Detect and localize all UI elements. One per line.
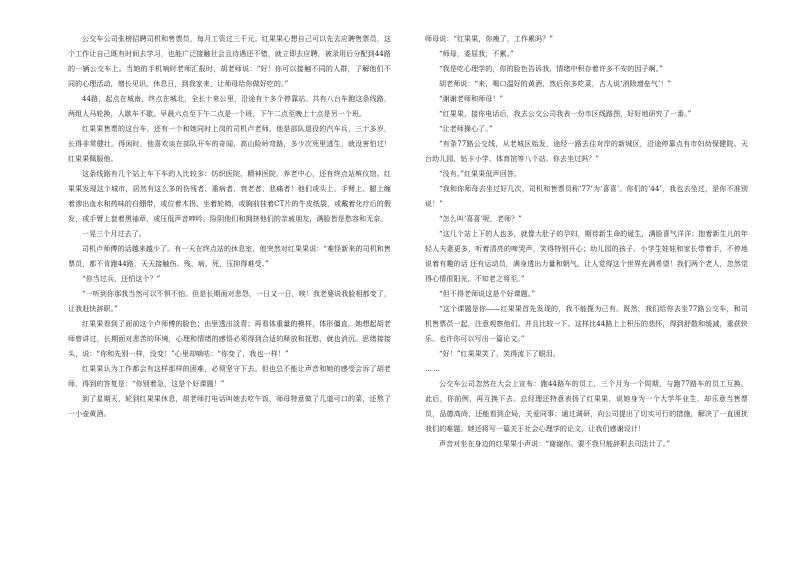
paragraph: “让老师操心了。” bbox=[439, 125, 493, 133]
paragraph: “有条77路公交线，从老城区始发，途经一路去往对岸的新城区，沿途停靠点有市妇幼保健院、天台幼儿园、钻卡小学、体育馆等八个站。你去坐过吗？” bbox=[425, 140, 748, 163]
paragraph: 红果果认为工作都会有这样那样的困难，必须坚守下去。但也总不能让声音和她的感受会诉了胡老师，得到的答复是：“你别着急，这是个好课题！” bbox=[68, 365, 391, 388]
paragraph: 一晃三个月过去了。 bbox=[82, 230, 146, 238]
paragraph: 声音对坐在身边的红果果小声说：“谢谢你。要不我只能辞职去司法计了。” bbox=[439, 440, 671, 448]
paragraph: “这几个站上下的人也多，就像大肚子的孕妇，期待新生命的诞生，满脸喜气洋洋；抱着新生儿的年轻人夫妻更多，听着清亮的啼哭声，笑得特别开心；幼儿园的孩子、小学生娃娃和家长带着手，不停地说着有趣的话 还有运动员，满身透出力量和朝气。让人觉得这个世界充满希望！我们两个老人，忽然觉得心情很阳光，不知老之将至。” bbox=[425, 230, 748, 283]
paragraph: “我和你师母去坐过好几次，司机和售票员称‘77’为‘喜喜’。你们的‘44’，我也去坐过，是你不准别说！” bbox=[425, 185, 748, 208]
paragraph: “我是吃心理学的，你的脸色告诉我，情绪中积存着许多不安的因子啊。” bbox=[439, 65, 663, 73]
paragraph: “红果果，接你电话后，我去公交公司我表一份市区线路图，好好地研究了一番。” bbox=[439, 110, 692, 118]
paragraph: 司机卢师傅的话越来越少了。有一天在终点站的休息室，他突然对红果果说：“难怪新来的司机和售票员，都不肯跑44路，天天接触伤、残、病、死，压抑得难受。” bbox=[68, 245, 391, 268]
paragraph: “怎么叫‘喜喜’呢，老师？” bbox=[439, 215, 523, 223]
section-break: …… bbox=[425, 365, 441, 373]
left-column bbox=[68, 32, 391, 557]
paragraph: “你当过兵，还怕这个？” bbox=[82, 275, 161, 283]
right-column bbox=[425, 32, 748, 557]
paragraph: “但不得老师说这是个好课题。” bbox=[439, 290, 536, 298]
paragraph: 44路，起点在城南，终点在城北，全长十来公里，沿途有十多个停靠站。共有八台车跑这条线路，两组人马轮换，人歇车不歇。早晨六点至下午二点是一个班，下午二点至晚上十点是另一个班。 bbox=[68, 95, 391, 118]
paragraph: 师母说：“红果果，你瘦了，工作累吗？” bbox=[425, 35, 554, 43]
paragraph: “谢谢老师和师母！” bbox=[439, 95, 504, 103]
paragraph: 红果果售票的这台车，还有一个和她同时上岗的司机卢老师。他是部队退役的汽车兵，三十多岁，长得非常健壮。得闲时，他喜欢谈在部队开车的奇闻，高山险岭弯路，多少次死里逃生，就没害怕过！红果果佩服他。 bbox=[68, 125, 391, 163]
paragraph: “师母，委屈我，不累。” bbox=[439, 50, 514, 58]
paragraph: 公交车公司忽然在大会上宣布：跑44路车的员工，三个月为一个周期，与跑77路车的员工互换。此后，你前例，再互换下去。总经理还特意表扬了红果果，说她身为一个大学毕业生，却乐意当售票员，品德高尚，还能看到企局，关爱同事；通过调研，向公司提出了切实可行的措施，解决了一直困扰我们的难题。她还将写一篇关于社会心理学的论文，让我们感谢设计！ bbox=[425, 380, 748, 433]
paragraph: 这条线路有几个站上车下车的人比较多：纺织医院、精神医院、养老中心，还有终点站殡仪馆。红果果发现这个城市，居然有这么多的伤残者、重病者、衰老者、悲痛者！他们或头上、手臂上、腿上缠着渗出血水和药味的白绷带，或位着木拐、坐着轮椅，或胸前挂着CT片的牛皮纸袋，或戴着化疗后的假发，或手臂上套着黑袖章，或压低声音呻吟。险阴他们和拥挤他们的亲戚朋友，满脸皆是愁容和无奈。 bbox=[68, 170, 391, 223]
paragraph: 红果果看到了面前这个卢师傅的脸色；由里透出淡青；再看体重量的模样，体形僵直。她想起胡老师曾讲过，长期面对悲苦的环境，心理和情绪的感悟必须得到合适的释放和抚慰，就也消沉。思绪接接头，说：“你和先别一样，没变！”心里却嘀咕：“你变了，我也一样！” bbox=[68, 320, 391, 358]
paragraph: “一听到你那我当然可以不惧不怕。但是长期面对悲怨，一日又一日，唉！我老婆说我脸相都变了，让我赶快辞职。” bbox=[68, 290, 391, 313]
paragraph: 公交车公司张榜招聘司机和售票员，每月工资过三千元。红果果心想自己可以先去应聘售票员，这个工作让自己既有时间去学习，也能广泛接触社会且待遇还不错，就立即去应聘，被录用后分配到44路的一辆公交车上。当她的手机响时老师汇报时，胡老师说：“好！你可以接触不同的人群，了解他们不同的心理活动，增长见识。休息日，到我家来，让师母给你做好吃的。” bbox=[68, 35, 391, 88]
paragraph: “这个课题是你——红果果首先发现的，我不能揽为己有。既然，我们给你去坐77路公交车，和司机售票员一起，注意观察他们。并且比较一下。这样比44路上上积压的悲怀，得到舒散和缓减，重获快乐。也许你可以写出一篇论文。” bbox=[425, 305, 748, 343]
paragraph: “好！”红果果笑了，笑得流下了眼泪。 bbox=[439, 350, 560, 358]
paragraph: “没有。”红果果低声回答。 bbox=[439, 170, 521, 178]
paragraph: 胡老师说：“来，喝口温好的黄酒，然后你多吃菜，古人说‘消除增垒气’！” bbox=[439, 80, 672, 88]
paragraph: 到了星期天，轮到红果果休息，胡老师打电话叫她去吃午饭，师母特意做了几道可口的菜，还熬了一小壶黄酒。 bbox=[68, 395, 391, 418]
